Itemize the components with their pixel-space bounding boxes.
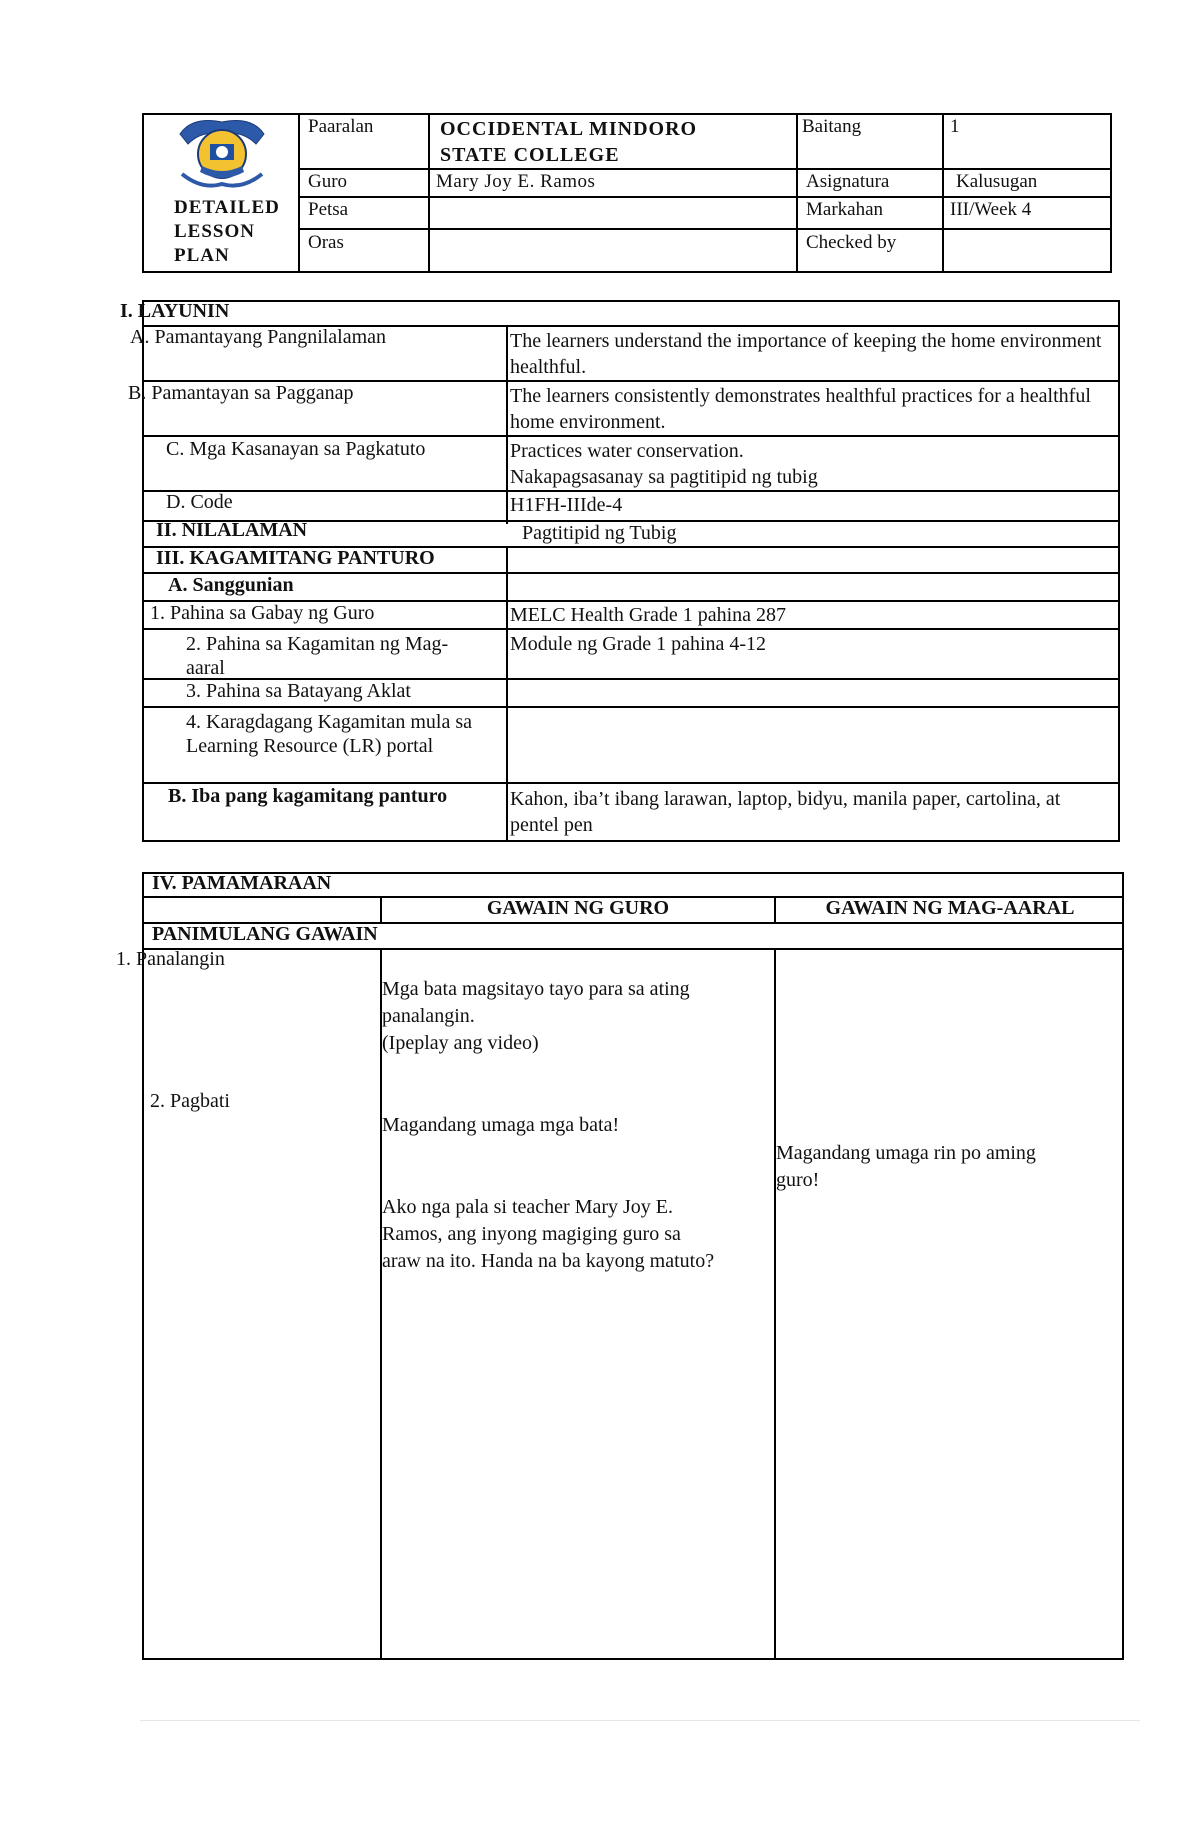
objective-b-value: The learners consistently demonstrates healthful practices for a healthful home environment. [510,385,1091,433]
reference-1-value: MELC Health Grade 1 pahina 287 [510,604,787,626]
paaralan-label: Paaralan [308,116,374,137]
objective-a-value: The learners understand the importance of keeping the home environment healthful. [510,330,1102,378]
kagamitan-label: III. KAGAMITANG PANTURO [156,547,435,569]
asignatura-value: Kalusugan [956,171,1038,192]
step-panalangin-label: 1. Panalangin [116,948,225,970]
objective-c-value: Practices water conservation. Nakapagsasanay sa pagtitipid ng tubig [510,440,818,488]
objective-c-label: C. Mga Kasanayan sa Pagkatuto [166,438,426,460]
column-header-student: GAWAIN NG MAG-AARAL [825,897,1075,919]
objective-a-label: A. Pamantayang Pangnilalaman [130,326,387,348]
college-seal-logo [172,114,272,194]
objective-d-value: H1FH-IIIde-4 [510,494,623,516]
guro-label: Guro [308,171,348,192]
nilalaman-value: Pagtitipid ng Tubig [522,522,677,544]
reference-3-label: 3. Pahina sa Batayang Aklat [186,680,411,702]
baitang-value: 1 [950,116,960,137]
petsa-label: Petsa [308,199,349,220]
document-title: DETAILED LESSON PLAN [174,197,280,266]
paaralan-value: OCCIDENTAL MINDORO STATE COLLEGE [440,118,698,166]
iba-pang-kagamitan-label: B. Iba pang kagamitang panturo [168,785,448,807]
column-header-teacher: GAWAIN NG GURO [486,897,670,919]
section-pamamaraan-title: IV. PAMAMARAAN [152,872,332,894]
baitang-label: Baitang [802,116,862,137]
student-greeting-response: Magandang umaga rin po aming guro! [776,1142,1036,1191]
reference-4-label: 4. Karagdagang Kagamitan mula sa Learning Resource (LR) portal [186,711,473,757]
reference-1-label: 1. Pahina sa Gabay ng Guro [150,602,375,624]
teacher-greeting: Magandang umaga mga bata! [382,1114,620,1136]
objective-b-label: B. Pamantayan sa Pagganap [128,382,354,404]
reference-2-label: 2. Pahina sa Kagamitan ng Mag-aaral [186,633,449,679]
asignatura-label: Asignatura [806,171,890,192]
page-bottom-divider [140,1720,1140,1721]
teacher-prayer-instruction: Mga bata magsitayo tayo para sa ating panalangin. (Ipeplay ang video) [382,978,690,1054]
iba-pang-kagamitan-value: Kahon, iba’t ibang larawan, laptop, bidyu, manila paper, cartolina, at pentel pen [510,788,1061,836]
sanggunian-label: A. Sanggunian [168,574,294,596]
panimulang-gawain-title: PANIMULANG GAWAIN [152,923,378,945]
teacher-introduction: Ako nga pala si teacher Mary Joy E. Ramos, ang inyong magiging guro sa araw na ito. Handa na ba kayong matuto? [382,1196,715,1272]
objective-d-label: D. Code [166,491,233,513]
markahan-label: Markahan [806,199,884,220]
markahan-value: III/Week 4 [950,199,1032,220]
step-pagbati-label: 2. Pagbati [150,1090,230,1112]
guro-value: Mary Joy E. Ramos [436,171,596,192]
oras-label: Oras [308,232,344,253]
section-layunin-title: I. LAYUNIN [120,300,230,322]
nilalaman-label: II. NILALAMAN [156,519,308,541]
reference-2-value: Module ng Grade 1 pahina 4-12 [510,633,767,655]
checked-by-label: Checked by [806,232,897,253]
